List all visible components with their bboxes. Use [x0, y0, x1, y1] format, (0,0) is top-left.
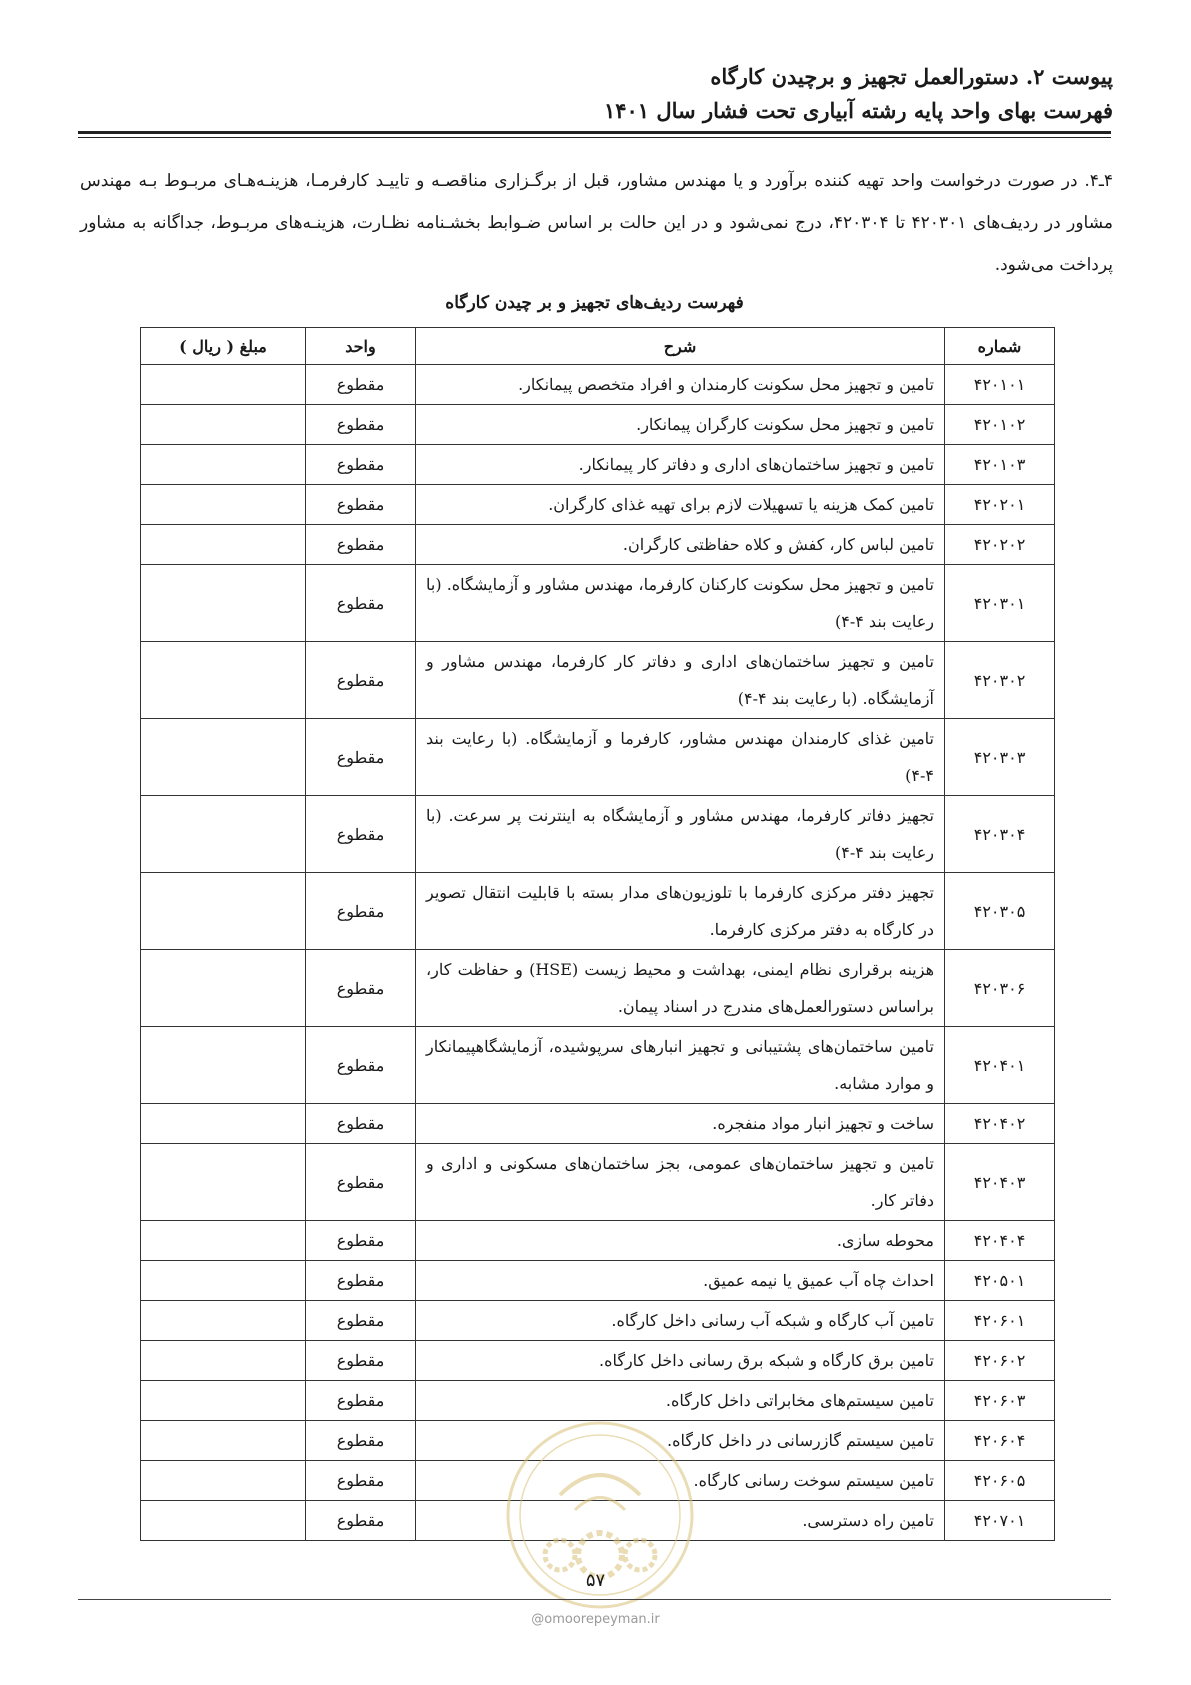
table-row: [141, 642, 1055, 719]
row-description: تامین سیستم گازرسانی در داخل کارگاه.: [416, 1421, 945, 1461]
row-unit: مقطوع: [306, 1301, 416, 1341]
table-row: [141, 1381, 1055, 1421]
row-unit: مقطوع: [306, 1461, 416, 1501]
row-number: ۴۲۰۳۰۶: [945, 950, 1055, 1027]
row-unit: مقطوع: [306, 1381, 416, 1421]
table-row: [141, 485, 1055, 525]
row-number: ۴۲۰۴۰۴: [945, 1221, 1055, 1261]
row-amount: [141, 1027, 306, 1104]
table-row: [141, 1341, 1055, 1381]
row-amount: [141, 445, 306, 485]
table-row: [141, 565, 1055, 642]
row-unit: مقطوع: [306, 1027, 416, 1104]
header-description: شرح: [416, 328, 945, 365]
table-row: [141, 1144, 1055, 1221]
row-amount: [141, 1461, 306, 1501]
row-description: احداث چاه آب عمیق یا نیمه عمیق.: [416, 1261, 945, 1301]
row-unit: مقطوع: [306, 1144, 416, 1221]
row-amount: [141, 1381, 306, 1421]
row-description: تامین سیستم‌های مخابراتی داخل کارگاه.: [416, 1381, 945, 1421]
row-unit: مقطوع: [306, 1341, 416, 1381]
row-unit: مقطوع: [306, 1221, 416, 1261]
table-row: [141, 1301, 1055, 1341]
table-row: [141, 796, 1055, 873]
row-amount: [141, 1221, 306, 1261]
row-number: ۴۲۰۴۰۲: [945, 1104, 1055, 1144]
footer-rule: [78, 1599, 1111, 1600]
row-amount: [141, 525, 306, 565]
row-unit: مقطوع: [306, 796, 416, 873]
row-description: تامین و تجهیز محل سکونت کارمندان و افراد متخصص پیمانکار.: [416, 365, 945, 405]
row-description: ساخت و تجهیز انبار مواد منفجره.: [416, 1104, 945, 1144]
row-amount: [141, 1261, 306, 1301]
header-amount: مبلغ ( ریال ): [141, 328, 306, 365]
row-description: تامین و تجهیز ساختمان‌های اداری و دفاتر کار کارفرما، مهندس مشاور و آزمایشگاه. (با رعایت بند ۴-۴): [416, 642, 945, 719]
row-amount: [141, 642, 306, 719]
page-number: ۵۷: [585, 1570, 606, 1591]
row-number: ۴۲۰۱۰۱: [945, 365, 1055, 405]
row-unit: مقطوع: [306, 405, 416, 445]
row-number: ۴۲۰۱۰۳: [945, 445, 1055, 485]
row-number: ۴۲۰۳۰۲: [945, 642, 1055, 719]
row-number: ۴۲۰۶۰۳: [945, 1381, 1055, 1421]
header-subtitle: فهرست بهای واحد پایه رشته آبیاری تحت فشار سال ۱۴۰۱: [603, 98, 1113, 123]
table-row: [141, 719, 1055, 796]
row-description: تجهیز دفتر مرکزی کارفرما با تلوزیون‌های مدار بسته با قابلیت انتقال تصویر در کارگاه به دفتر مرکزی کارفرما.: [416, 873, 945, 950]
row-description: تامین و تجهیز محل سکونت کارگران پیمانکار.: [416, 405, 945, 445]
row-number: ۴۲۰۶۰۴: [945, 1421, 1055, 1461]
row-description: هزینه برقراری نظام ایمنی، بهداشت و محیط زیست (HSE) و حفاظت کار، براساس دستورالعمل‌های مندرج در اسناد پیمان.: [416, 950, 945, 1027]
row-unit: مقطوع: [306, 1421, 416, 1461]
row-unit: مقطوع: [306, 525, 416, 565]
row-amount: [141, 365, 306, 405]
row-description: تامین سیستم سوخت رسانی کارگاه.: [416, 1461, 945, 1501]
row-unit: مقطوع: [306, 1104, 416, 1144]
row-unit: مقطوع: [306, 445, 416, 485]
row-number: ۴۲۰۶۰۱: [945, 1301, 1055, 1341]
row-description: تامین ساختمان‌های پشتیبانی و تجهیز انبارهای سرپوشیده، آزمایشگاهپیمانکار و موارد مشابه.: [416, 1027, 945, 1104]
row-description: تامین و تجهیز محل سکونت کارکنان کارفرما، مهندس مشاور و آزمایشگاه. (با رعایت بند ۴-۴): [416, 565, 945, 642]
row-description: تامین کمک هزینه یا تسهیلات لازم برای تهیه غذای کارگران.: [416, 485, 945, 525]
row-amount: [141, 1301, 306, 1341]
table-header-row: [141, 328, 1055, 365]
header-rule-thin: [78, 137, 1111, 138]
row-amount: [141, 1144, 306, 1221]
row-unit: مقطوع: [306, 565, 416, 642]
row-description: تامین و تجهیز ساختمان‌های عمومی، بجز ساختمان‌های مسکونی و اداری و دفاتر کار.: [416, 1144, 945, 1221]
row-description: تجهیز دفاتر کارفرما، مهندس مشاور و آزمایشگاه به اینترنت پر سرعت. (با رعایت بند ۴-۴): [416, 796, 945, 873]
row-description: تامین برق کارگاه و شبکه برق رسانی داخل کارگاه.: [416, 1341, 945, 1381]
table-row: [141, 950, 1055, 1027]
table-title: فهرست ردیف‌های تجهیز و بر چیدن کارگاه: [445, 293, 744, 313]
table-row: [141, 1261, 1055, 1301]
items-table: [140, 327, 1055, 1541]
row-amount: [141, 405, 306, 445]
table-row: [141, 1501, 1055, 1541]
row-unit: مقطوع: [306, 485, 416, 525]
row-description: تامین آب کارگاه و شبکه آب رسانی داخل کارگاه.: [416, 1301, 945, 1341]
row-amount: [141, 873, 306, 950]
website-footer: @omoorepeyman.ir: [531, 1612, 660, 1627]
row-amount: [141, 485, 306, 525]
row-description: محوطه سازی.: [416, 1221, 945, 1261]
row-description: تامین غذای کارمندان مهندس مشاور، کارفرما و آزمایشگاه. (با رعایت بند ۴-۴): [416, 719, 945, 796]
row-amount: [141, 796, 306, 873]
row-number: ۴۲۰۳۰۵: [945, 873, 1055, 950]
row-amount: [141, 1501, 306, 1541]
row-number: ۴۲۰۲۰۲: [945, 525, 1055, 565]
row-number: ۴۲۰۴۰۳: [945, 1144, 1055, 1221]
row-amount: [141, 719, 306, 796]
row-number: ۴۲۰۳۰۳: [945, 719, 1055, 796]
table-row: [141, 1421, 1055, 1461]
row-unit: مقطوع: [306, 1261, 416, 1301]
row-number: ۴۲۰۳۰۱: [945, 565, 1055, 642]
row-unit: مقطوع: [306, 1501, 416, 1541]
row-amount: [141, 565, 306, 642]
row-description: تامین لباس کار، کفش و کلاه حفاظتی کارگران.: [416, 525, 945, 565]
row-amount: [141, 1104, 306, 1144]
table-row: [141, 365, 1055, 405]
header-number: شماره: [945, 328, 1055, 365]
table-row: [141, 405, 1055, 445]
table-row: [141, 1027, 1055, 1104]
row-amount: [141, 1421, 306, 1461]
row-unit: مقطوع: [306, 950, 416, 1027]
row-number: ۴۲۰۳۰۴: [945, 796, 1055, 873]
row-number: ۴۲۰۶۰۵: [945, 1461, 1055, 1501]
table-row: [141, 1104, 1055, 1144]
intro-paragraph: ۴ـ۴. در صورت درخواست واحد تهیه کننده برآورد و یا مهندس مشاور، قبل از برگـزاری مناقصـه و تاییـد کارفرمـا، هزینـه‌هـای مربـوط بـه مهندس مشاور در ردیف‌های ۴۲۰۳۰۱ تا ۴۲۰۳۰۴، درج نمی‌شود و در این حالت بر اساس ضـوابط بخشـنامه نظـارت، هزینـه‌های مربـوط، جداگانه به مشاور پرداخت می‌شود.: [80, 171, 1113, 275]
row-number: ۴۲۰۲۰۱: [945, 485, 1055, 525]
row-amount: [141, 950, 306, 1027]
row-unit: مقطوع: [306, 873, 416, 950]
table-row: [141, 445, 1055, 485]
table-row: [141, 873, 1055, 950]
row-number: ۴۲۰۵۰۱: [945, 1261, 1055, 1301]
table-row: [141, 1221, 1055, 1261]
page-header: [80, 60, 1113, 128]
row-amount: [141, 1341, 306, 1381]
row-number: ۴۲۰۶۰۲: [945, 1341, 1055, 1381]
table-row: [141, 525, 1055, 565]
table-row: [141, 1461, 1055, 1501]
row-number: ۴۲۰۴۰۱: [945, 1027, 1055, 1104]
header-rule-thick: [78, 131, 1111, 134]
row-unit: مقطوع: [306, 719, 416, 796]
header-title: پیوست ۲. دستورالعمل تجهیز و برچیدن کارگاه: [710, 64, 1113, 89]
row-number: ۴۲۰۷۰۱: [945, 1501, 1055, 1541]
row-unit: مقطوع: [306, 642, 416, 719]
row-number: ۴۲۰۱۰۲: [945, 405, 1055, 445]
row-description: تامین راه دسترسی.: [416, 1501, 945, 1541]
header-unit: واحد: [306, 328, 416, 365]
row-unit: مقطوع: [306, 365, 416, 405]
row-description: تامین و تجهیز ساختمان‌های اداری و دفاتر کار پیمانکار.: [416, 445, 945, 485]
